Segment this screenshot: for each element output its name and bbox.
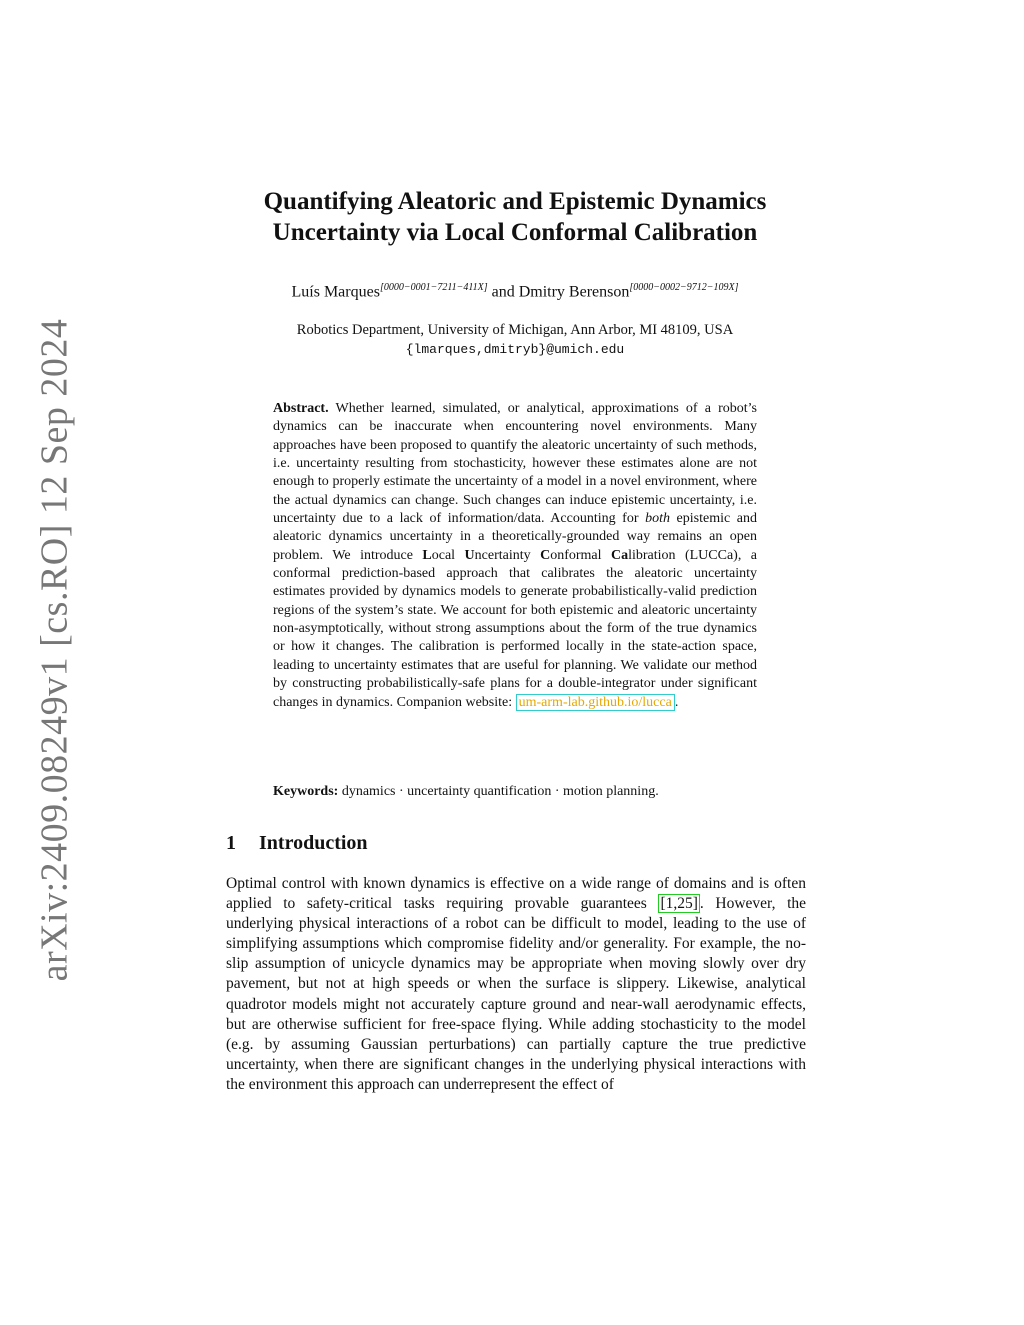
- acronym-letter: U: [464, 547, 475, 563]
- paper-title: [200, 186, 830, 248]
- abstract-text: Whether learned, simulated, or analytical, approximations of a robot’s dynamics can be inaccurate when encountering novel environments. Many approaches have been proposed to quantify the aleatoric uncertainty of such methods, i.e. uncertainty resulting from stochasticity, however these estimates alone are not enough to properly estimate the uncertainty of a model in a novel environment, where the actual dynamics can change. Such changes can induce epistemic uncertainty, i.e. uncertainty due to a lack of information/data. Accounting for: [273, 401, 757, 527]
- section-number: 1: [226, 832, 236, 854]
- intro-paragraph: [226, 874, 806, 1095]
- author-name: Luís Marques: [291, 283, 380, 301]
- arxiv-id: arXiv:2409.08249v1 [cs.RO] 12 Sep 2024: [33, 318, 75, 982]
- citation-link[interactable]: 25: [677, 895, 693, 913]
- acronym-rest: ncertainty: [474, 547, 541, 563]
- intro-text: Optimal control with known dynamics is effective on a wide range of domains and is often applied to safety-critical tasks requiring provable guarantees: [226, 875, 806, 913]
- author-list: [200, 282, 830, 301]
- companion-website-link[interactable]: um-arm-lab.github.io/lucca: [516, 694, 675, 711]
- keywords: [273, 784, 773, 800]
- abstract-label: Abstract.: [273, 401, 329, 416]
- orcid-link[interactable]: [0000−0002−9712−109X]: [629, 282, 739, 293]
- acronym-letter: L: [422, 547, 432, 563]
- abstract-end: .: [674, 694, 679, 710]
- title-line-1: Quantifying Aleatoric and Epistemic Dynamics: [263, 188, 767, 215]
- acronym-rest: ocal: [431, 547, 465, 563]
- acronym-rest: onformal: [550, 547, 611, 563]
- author-joiner: and: [487, 283, 519, 301]
- citation: [658, 894, 699, 913]
- intro-text: . However, the underlying physical interactions of a robot can be difficult to model, leading to the use of simplifying assumptions which compromise fidelity and/or generality. For example, the no-slip assumption of unicycle dynamics may be appropriate when moving slowly over dry pavement, but not at high speeds or when the surface is slippery. Likewise, analytical quadrotor models might not accurately capture ground and near-wall aerodynamic effects, but are otherwise sufficient for free-space flying. While adding stochasticity to the model (e.g. by assuming Gaussian perturbations) can partially capture the true predictive uncertainty, when there are significant changes in the underlying physical interactions with the environment this approach can underrepresent the effect of: [226, 895, 807, 1093]
- title-line-2: Uncertainty via Local Conformal Calibration: [272, 219, 758, 246]
- author-email[interactable]: {lmarques,dmitryb}@umich.edu: [405, 342, 625, 357]
- abstract: [273, 400, 757, 712]
- acronym-letter: C: [540, 547, 551, 563]
- section-heading: [226, 832, 368, 855]
- abstract-text: libration (LUCCa), a conformal prediction-based approach that calibrates the aleatoric uncertainty estimates provided by dynamics models to generate probabilistically-valid prediction regions of the system’s state. We account for both epistemic and aleatoric uncertainty non-asymptotically, without strong assumptions about the form of the true dynamics or how it changes. The calibration is performed locally in the state-action space, leading to uncertainty estimates that are useful for planning. We validate our method by constructing probabilistically-safe plans for a double-integrator under significant changes in dynamics. Companion website:: [273, 547, 757, 710]
- abstract-text: epistemic and aleatoric dynamics uncertainty in a theoretically-grounded way remains an open problem. We introduce: [273, 511, 757, 563]
- affiliation-line: Robotics Department, University of Michigan, Ann Arbor, MI 48109, USA: [296, 322, 734, 338]
- cite-bracket: ]: [692, 895, 698, 913]
- cite-bracket: [: [660, 895, 666, 913]
- arxiv-stamp: [22, 318, 86, 982]
- abstract-emphasis: both: [645, 511, 670, 527]
- keywords-text: dynamics · uncertainty quantification · motion planning.: [338, 784, 659, 799]
- keywords-label: Keywords:: [273, 784, 339, 799]
- section-title: Introduction: [259, 832, 368, 854]
- affiliation: [200, 320, 830, 360]
- acronym-letter: Ca: [610, 547, 629, 563]
- orcid-link[interactable]: [0000−0001−7211−411X]: [379, 282, 488, 293]
- cite-separator: ,: [673, 895, 678, 913]
- citation-link[interactable]: 1: [665, 895, 674, 913]
- author-name: Dmitry Berenson: [518, 283, 630, 301]
